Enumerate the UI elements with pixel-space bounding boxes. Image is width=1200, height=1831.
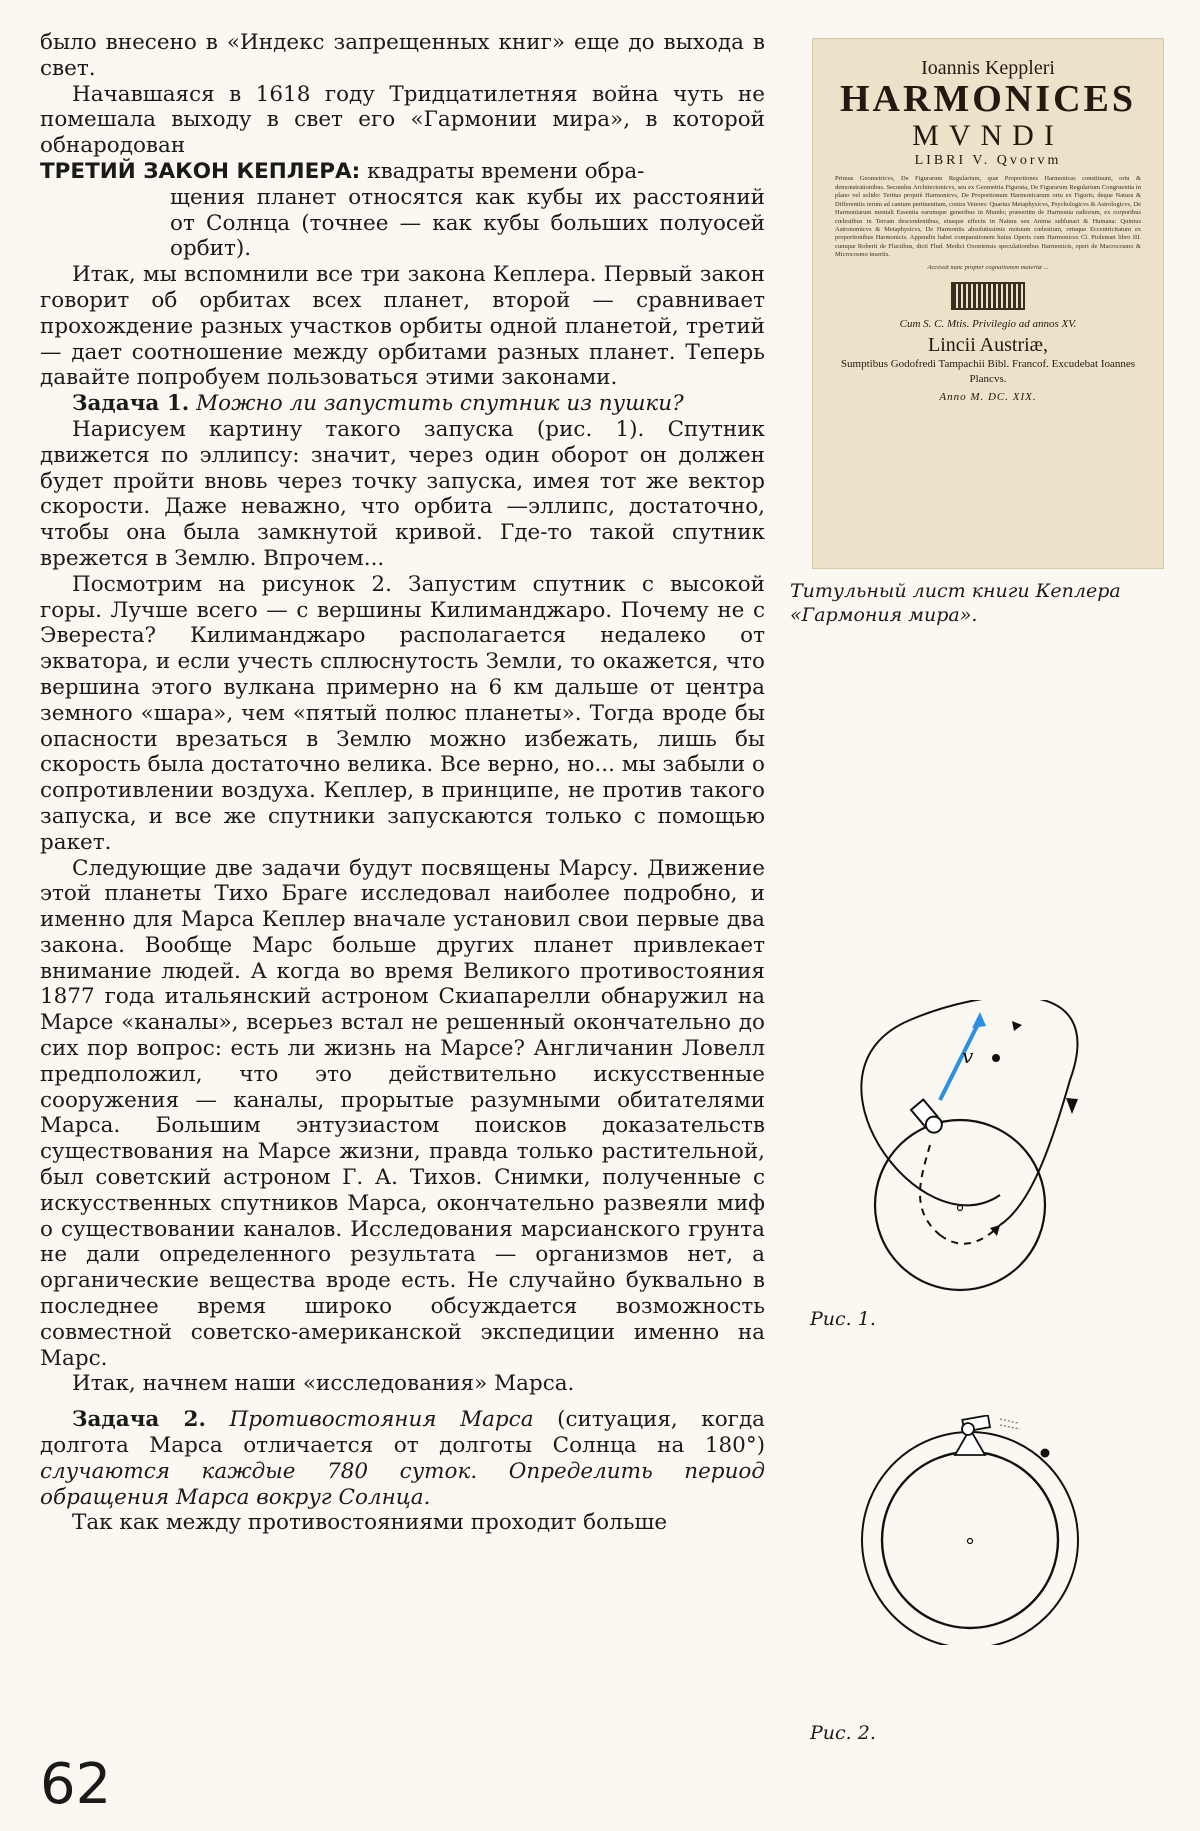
third-law-heading: ТРЕТИЙ ЗАКОН КЕПЛЕРА:	[40, 158, 361, 184]
third-law-first-line: квадраты времени обра-	[360, 158, 645, 184]
planet-circle-2	[882, 1452, 1058, 1628]
satellite-dot	[992, 1054, 1000, 1062]
cannon-icon	[911, 1100, 945, 1136]
paragraph-3: Итак, мы вспомнили все три закона Кеплера. Первый закон говорит об орбитах всех планет, второй — сравнивает прохождение разных участков орбиты одной планетой, третий — дает соотношение между орбитами разных планет. Теперь давайте попробуем пользоваться этими законами.	[40, 262, 765, 391]
paragraph-5: Посмотрим на рисунок 2. Запустим спутник с высокой горы. Лучше всего — с вершины Килиманджаро. Почему не с Эвереста? Килиманджаро располагается недалеко от экватора, и если учесть сплюснутость Земли, то окажется, что вершина этого вулкана примерно на 6 км дальше от центра земного «шара», чем «пятый полюс планеты». Тогда вроде бы опасности врезаться в Землю можно избежать, лишь бы скорость была достаточно велика. Все верно, но... мы забыли о сопротивлении воздуха. Кеплер, в принципе, не против такого запуска, и все же спутники запускаются только с помощью ракет.	[40, 571, 765, 855]
task-1-label: Задача 1.	[72, 391, 190, 417]
title-page-imprimatur: Cum S. C. Mtis. Privilegio ad annos XV.	[899, 318, 1077, 331]
title-page-title-2: MVNDI	[912, 118, 1064, 152]
title-page-year: Anno M. DC. XIX.	[939, 390, 1037, 403]
velocity-vector	[940, 1020, 980, 1100]
velocity-label: v	[962, 1044, 974, 1068]
task-1	[40, 391, 765, 417]
motion-lines	[1000, 1419, 1018, 1423]
paragraph-8: Так как между противостояниями проходит больше	[72, 1510, 668, 1536]
paragraph-7: Итак, начнем наши «исследования» Марса.	[72, 1371, 575, 1397]
title-page-printer: Sumptibus Godofredi Tampachii Bibl. Francof. Excudebat Ioannes Plancvs.	[840, 358, 1136, 386]
title-page-motto: Accessit nunc propter cognationem materiæ ...	[927, 263, 1049, 271]
page-number: 62	[40, 1752, 112, 1817]
satellite-dot-2	[1041, 1449, 1050, 1458]
paragraph-4: Нарисуем картину такого запуска (рис. 1). Спутник движется по эллипсу: значит, через один оборот он должен будет пройти вновь через точку запуска, имея тот же вектор скорости. Даже неважно, что орбита —эллипс, достаточно, чтобы она была замкнутой кривой. Где-то такой спутник врежется в Землю. Впрочем...	[40, 416, 765, 571]
figure-2-caption: Рис. 2.	[810, 1722, 876, 1744]
orbit-arrow-2	[1066, 1098, 1078, 1114]
task-2-label: Задача 2.	[72, 1407, 206, 1433]
task-2	[40, 1407, 765, 1510]
title-page-caption: Титульный лист книги Кеплера «Гармония мира».	[790, 580, 1121, 626]
paragraph-1: было внесено в «Индекс запрещенных книг» еще до выхода в свет.	[40, 30, 765, 81]
task-2-aside: (ситуация, когда долгота Марса отличается от долготы Солнца на 180°)	[40, 1407, 765, 1459]
orbit-arrow-1	[990, 1225, 1000, 1236]
main-text-column	[40, 30, 765, 1536]
task-2-question-b: случаются каждые 780 суток. Определить период обращения Марса вокруг Солнца.	[40, 1458, 765, 1510]
title-page-author: Ioannis Keppleri	[921, 57, 1055, 79]
motion-lines-2	[1000, 1425, 1020, 1429]
title-page-image	[812, 38, 1164, 569]
ornament-icon	[951, 282, 1025, 310]
figure-1	[850, 1000, 1110, 1310]
title-page-title-1: HARMONICES	[839, 78, 1137, 120]
task-2-question-a: Противостояния Марса	[229, 1407, 534, 1433]
third-law-body: щения планет относятся как кубы их расстояний от Солнца (точнее — как кубы больших полуосей орбит).	[170, 184, 765, 262]
title-page-libri: LIBRI V. Qvorvm	[914, 153, 1062, 169]
figure-1-caption: Рис. 1.	[810, 1308, 876, 1330]
orbit-arrow-3	[1012, 1021, 1022, 1031]
task-1-question: Можно ли запустить спутник из пушки?	[196, 391, 684, 417]
velocity-arrowhead	[972, 1012, 986, 1028]
orbit-ellipse	[861, 1000, 1077, 1225]
paragraph-6: Следующие две задачи будут посвящены Марсу. Движение этой планеты Тихо Браге исследовал наиболее подробно, и именно для Марса Кеплер вначале установил свои первые два закона. Вообще Марс больше других планет привлекает внимание людей. А когда во время Великого противостояния 1877 года итальянский астроном Скиапарелли обнаружил на Марсе «каналы», всерьез встал не решенный окончательно до сих пор вопрос: есть ли жизнь на Марсе? Англичанин Ловелл предположил, что это действительно искусственные сооружения — каналы, прорытые разумными обитателями Марса. Большим энтузиастом поисков доказательств существования на Марсе жизни, правда только растительной, был советский астроном Г. А. Тихов. Снимки, полученные с искусственных спутников Марса, окончательно развеяли миф о существовании каналов. Исследования марсианского грунта не дали определенного результата — организмов нет, а органические вещества вроде есть. Не случайно буквально в последнее время широко обсуждается возможность совместной советско-американской экспедиции именно на Марс.	[40, 855, 765, 1371]
title-page-body-text: Primus Geometricvs, De Figurarum Regularium, quæ Proportiones Harmonicas constituunt, ortu & demonstrationibus. Secundus Architectonicvs, seu ex Geometria Figurata, De Figurarum Regularium Congruentia in plano vel solido: Tertius propriè Harmonicvs, De Proportionum Harmonicarum ortu ex Figuris; deque Natura & Differentiis rerum ad cantum pertinentium, contra Veteres: Quartus Metaphysicvs, Psychologicvs & Astrologicvs, De Harmoniarum mentali Essentia earumque generibus in Mundo; præsertim de Harmonia radiorum, ex corporibus cœlestibus in Terram descendentibus, eiusque effectu in Natura seu Anima sublunari & Humana: Quintus Astronomicvs & Metaphysicvs, De Harmoniis absolutissimis motuum cœlestium, ortuque Eccentricitatum ex proportionibus Harmonicis. Appendix habet comparationem huius Operis cum Harmonices Cl. Ptolemæi libro III. cumque Roberti de Fluctibus, dicti Flud. Medici Oxoniensis speculationibus Harmonicis, operi de Macrocosmo & Microcosmo insertis.	[835, 175, 1141, 259]
title-page-place: Lincii Austriæ,	[928, 334, 1048, 357]
figure-2	[860, 1415, 1100, 1645]
third-law-block	[40, 159, 765, 262]
planet-center-2	[968, 1539, 973, 1544]
paragraph-2: Начавшаяся в 1618 году Тридцатилетняя война чуть не помешала выходу в свет его «Гармонии мира», в которой обнародован	[40, 81, 765, 159]
